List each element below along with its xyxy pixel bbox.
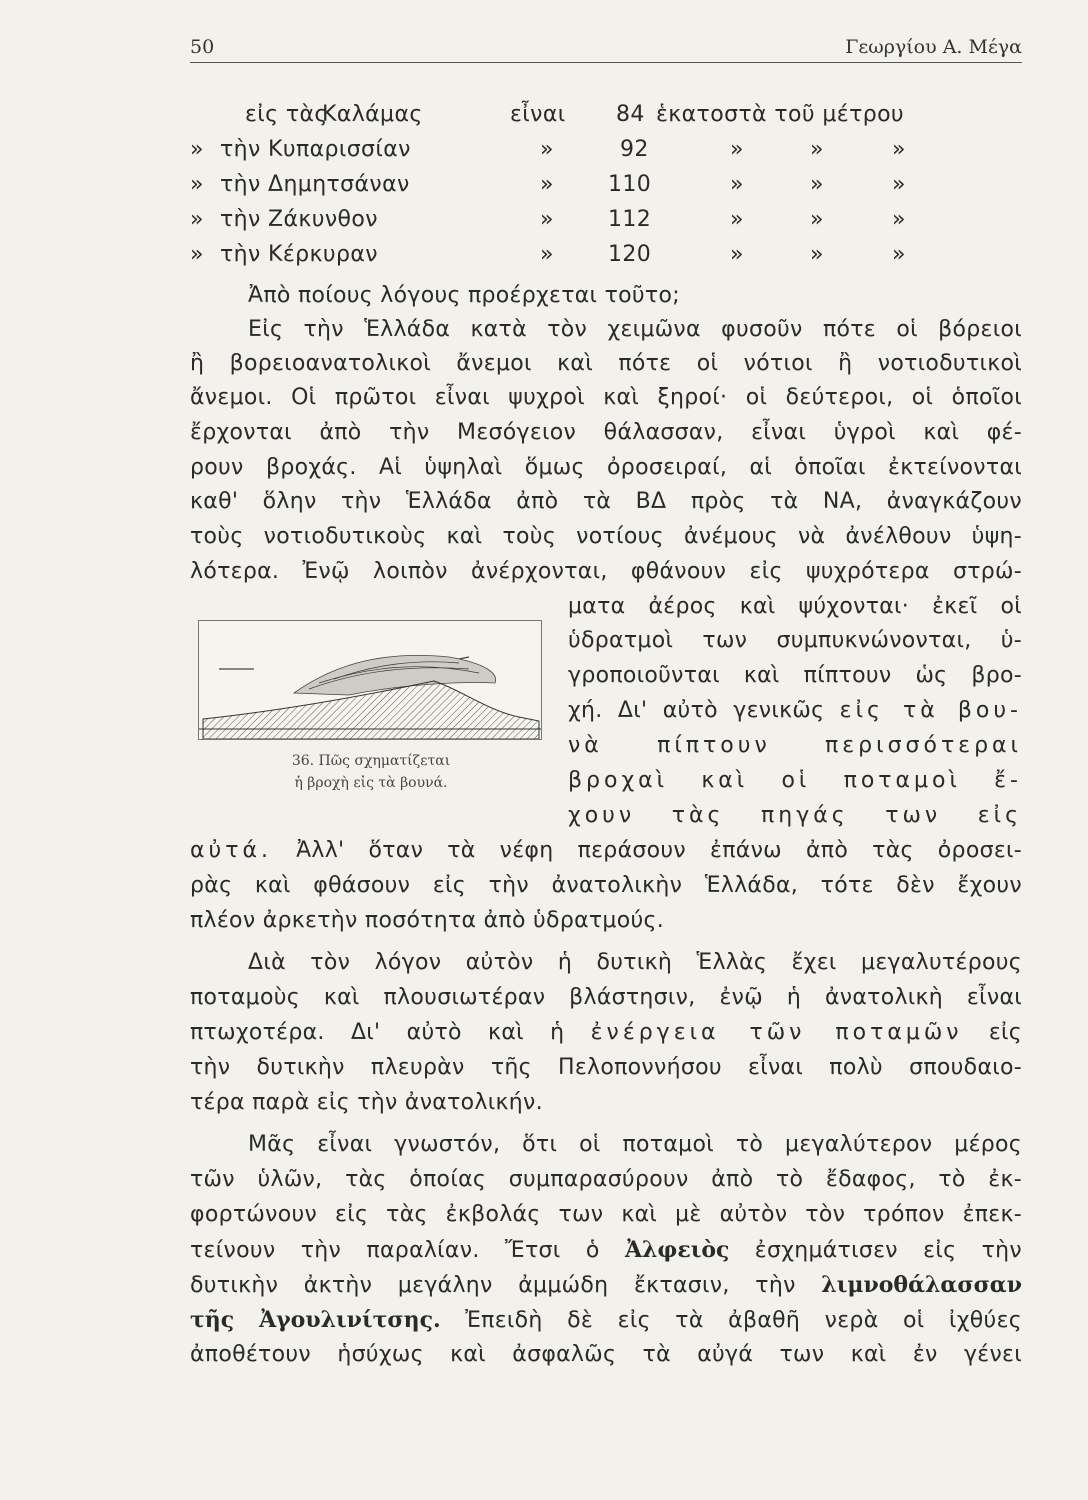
text-line: ποταμοὺς καὶ πλουσιωτέραν βλάστησιν, ἐνῷ ἡ ἀνατολικὴ εἶναι xyxy=(190,985,1022,1010)
verb: εἶναι xyxy=(510,102,566,127)
text-line xyxy=(190,1268,1022,1302)
figure-caption xyxy=(206,750,536,794)
emphasis-span: εἰς τὰ βου- xyxy=(839,698,1022,723)
text-line: ἔρχονται ἀπὸ τὴν Μεσόγειον θάλασσαν, εἶναι ὑγροὶ καὶ φέ- xyxy=(190,420,1022,445)
running-title: Γεωργίου Α. Μέγα xyxy=(845,36,1022,58)
place-name: Κέρκυραν xyxy=(268,242,378,267)
ditto-mark: » xyxy=(810,242,824,267)
text-line: λότερα. Ἐνῷ λοιπὸν ἀνέρχονται, φθάνουν εἰς ψυχρότερα στρώ- xyxy=(190,559,1022,584)
text-span: πτωχοτέρα. Δι' αὐτὸ καὶ ἡ xyxy=(190,1020,565,1045)
rainfall-value: 84 xyxy=(616,102,645,127)
text-span: δυτικὴν ἀκτὴν μεγάλην ἀμμώδη ἔκτασιν, τὴν xyxy=(190,1273,796,1298)
rainfall-value: 112 xyxy=(608,207,652,232)
mountain-rain-figure xyxy=(198,620,542,740)
verb: » xyxy=(540,242,554,267)
verb: » xyxy=(540,137,554,162)
preposition: τὴν xyxy=(220,207,261,232)
text-line: ἢ βορειοανατολικοὶ ἄνεμοι καὶ πότε οἱ νότιοι ἢ νοτιοδυτικοὶ xyxy=(190,351,1022,376)
text-span: Ἐπειδὴ δὲ εἰς τὰ ἀβαθῆ νερὰ οἱ ἰχθύες xyxy=(465,1308,1022,1333)
text-line: φορτώνουν εἰς τὰς ἐκβολάς των καὶ μὲ αὐτὸν τὸν τρόπον ἐπεκ- xyxy=(190,1202,1022,1227)
unit-label: ἑκατοστὰ τοῦ μέτρου xyxy=(656,102,905,127)
text-line: Μᾶς εἶναι γνωστόν, ὅτι οἱ ποταμοὶ τὸ μεγαλύτερον μέρος xyxy=(248,1132,1022,1157)
page-header xyxy=(190,36,1022,63)
rainfall-row xyxy=(190,168,1030,202)
text-line: πλέον ἀρκετὴν ποσότητα ἀπὸ ὑδρατμούς. xyxy=(190,908,665,933)
text-line: γροποιοῦνται καὶ πίπτουν ὡς βρο- xyxy=(568,663,1022,688)
text-span: εἰς xyxy=(988,1020,1022,1045)
text-line: ἄνεμοι. Οἱ πρῶτοι εἶναι ψυχροὶ καὶ ξηροί· οἱ δεύτεροι, οἱ ὁποῖοι xyxy=(190,385,1022,410)
ditto-mark: » xyxy=(730,137,744,162)
text-line xyxy=(190,1233,1022,1267)
rainfall-row xyxy=(190,203,1030,237)
rainfall-value: 110 xyxy=(608,172,652,197)
ditto-mark: » xyxy=(892,242,906,267)
ditto-mark: » xyxy=(190,242,204,267)
preposition: τὴν xyxy=(220,242,261,267)
emphasis-span: ἐνέργεια τῶν ποταμῶν xyxy=(590,1020,963,1045)
bold-term: τῆς Ἀγουλινίτσης. xyxy=(190,1307,441,1333)
place-name: Κυπαρισσίαν xyxy=(268,137,411,162)
ditto-mark: » xyxy=(190,207,204,232)
rainfall-row xyxy=(190,98,1030,132)
bold-term: Ἀλφειὸς xyxy=(624,1237,730,1263)
preposition: τὴν xyxy=(220,172,261,197)
preposition: εἰς τὰς xyxy=(245,102,328,127)
caption-line: ἡ βροχὴ εἰς τὰ βουνά. xyxy=(294,775,448,791)
text-line: ἀποθέτουν ἡσύχως καὶ ἀσφαλῶς τὰ αὐγά των καὶ ἐν γένει xyxy=(190,1342,1022,1367)
place-name: Καλάμας xyxy=(322,102,423,127)
text-span: Ἀλλ' ὅταν τὰ νέφη περάσουν ἐπάνω ἀπὸ τὰς ὀροσει- xyxy=(296,838,1022,863)
ditto-mark: » xyxy=(810,172,824,197)
verb: » xyxy=(540,172,554,197)
ditto-mark: » xyxy=(810,137,824,162)
text-line: Διὰ τὸν λόγον αὐτὸν ἡ δυτικὴ Ἑλλὰς ἔχει μεγαλυτέρους xyxy=(248,950,1022,975)
place-name: Δημητσάναν xyxy=(268,172,410,197)
text-span: ἐσχημάτισεν εἰς τὴν xyxy=(754,1238,1022,1263)
rainfall-value: 92 xyxy=(620,137,649,162)
bold-term: λιμνοθάλασσαν xyxy=(821,1272,1022,1298)
ditto-mark: » xyxy=(892,172,906,197)
text-line xyxy=(190,1016,1022,1050)
text-line: ρὰς καὶ φθάσουν εἰς τὴν ἀνατολικὴν Ἑλλάδα, τότε δὲν ἔχουν xyxy=(190,873,1022,898)
text-line xyxy=(568,694,1022,728)
text-line: ὑδρατμοὶ των συμπυκνώνονται, ὑ- xyxy=(568,628,1022,653)
rainfall-row xyxy=(190,133,1030,167)
ditto-mark: » xyxy=(892,137,906,162)
ditto-mark: » xyxy=(190,172,204,197)
preposition: τὴν xyxy=(220,137,261,162)
text-line: τὴν δυτικὴν πλευρὰν τῆς Πελοποννήσου εἶναι πολὺ σπουδαιο- xyxy=(190,1055,1022,1080)
text-line: τοὺς νοτιοδυτικοὺς καὶ τοὺς νοτίους ἀνέμους νὰ ἀνέλθουν ὑψη- xyxy=(190,524,1022,549)
text-line: καθ' ὅλην τὴν Ἑλλάδα ἀπὸ τὰ ΒΔ πρὸς τὰ ΝΑ, ἀναγκάζουν xyxy=(190,489,1022,514)
text-line xyxy=(190,834,1022,868)
text-line: Εἰς τὴν Ἑλλάδα κατὰ τὸν χειμῶνα φυσοῦν πότε οἱ βόρειοι xyxy=(248,317,1022,342)
verb: » xyxy=(540,207,554,232)
caption-line: 36. Πῶς σχηματίζεται xyxy=(291,753,451,769)
mountain-illustration xyxy=(199,621,541,739)
ditto-mark: » xyxy=(730,242,744,267)
place-name: Ζάκυνθον xyxy=(268,207,378,232)
ditto-mark: » xyxy=(190,137,204,162)
text-line: τέρα παρὰ εἰς τὴν ἀνατολικήν. xyxy=(190,1090,543,1115)
emphasis-span: αὐτά. xyxy=(190,838,272,863)
text-line: χουν τὰς πηγάς των εἰς xyxy=(568,803,1022,828)
text-line xyxy=(190,1303,1022,1337)
text-line: τῶν ὑλῶν, τὰς ὁποίας συμπαρασύρουν ἀπὸ τὸ ἔδαφος, τὸ ἐκ- xyxy=(190,1167,1022,1192)
text-line: ρουν βροχάς. Αἱ ὑψηλαὶ ὅμως ὀροσειραί, αἱ ὁποῖαι ἐκτείνονται xyxy=(190,455,1022,480)
ditto-mark: » xyxy=(810,207,824,232)
text-span: τείνουν τὴν παραλίαν. Ἔτσι ὁ xyxy=(190,1238,600,1263)
ditto-mark: » xyxy=(892,207,906,232)
rainfall-value: 120 xyxy=(608,242,652,267)
text-span: χή. Δι' αὐτὸ γενικῶς xyxy=(568,698,825,723)
text-line: ματα ἀέρος καὶ ψύχονται· ἐκεῖ οἱ xyxy=(568,594,1022,619)
rainfall-row xyxy=(190,238,1030,272)
text-line: νὰ πίπτουν περισσότεραι xyxy=(568,733,1022,758)
text-line: βροχαὶ καὶ οἱ ποταμοὶ ἔ- xyxy=(568,768,1022,793)
question-line: Ἀπὸ ποίους λόγους προέρχεται τοῦτο; xyxy=(248,283,680,308)
ditto-mark: » xyxy=(730,172,744,197)
ditto-mark: » xyxy=(730,207,744,232)
page-number: 50 xyxy=(190,36,215,58)
